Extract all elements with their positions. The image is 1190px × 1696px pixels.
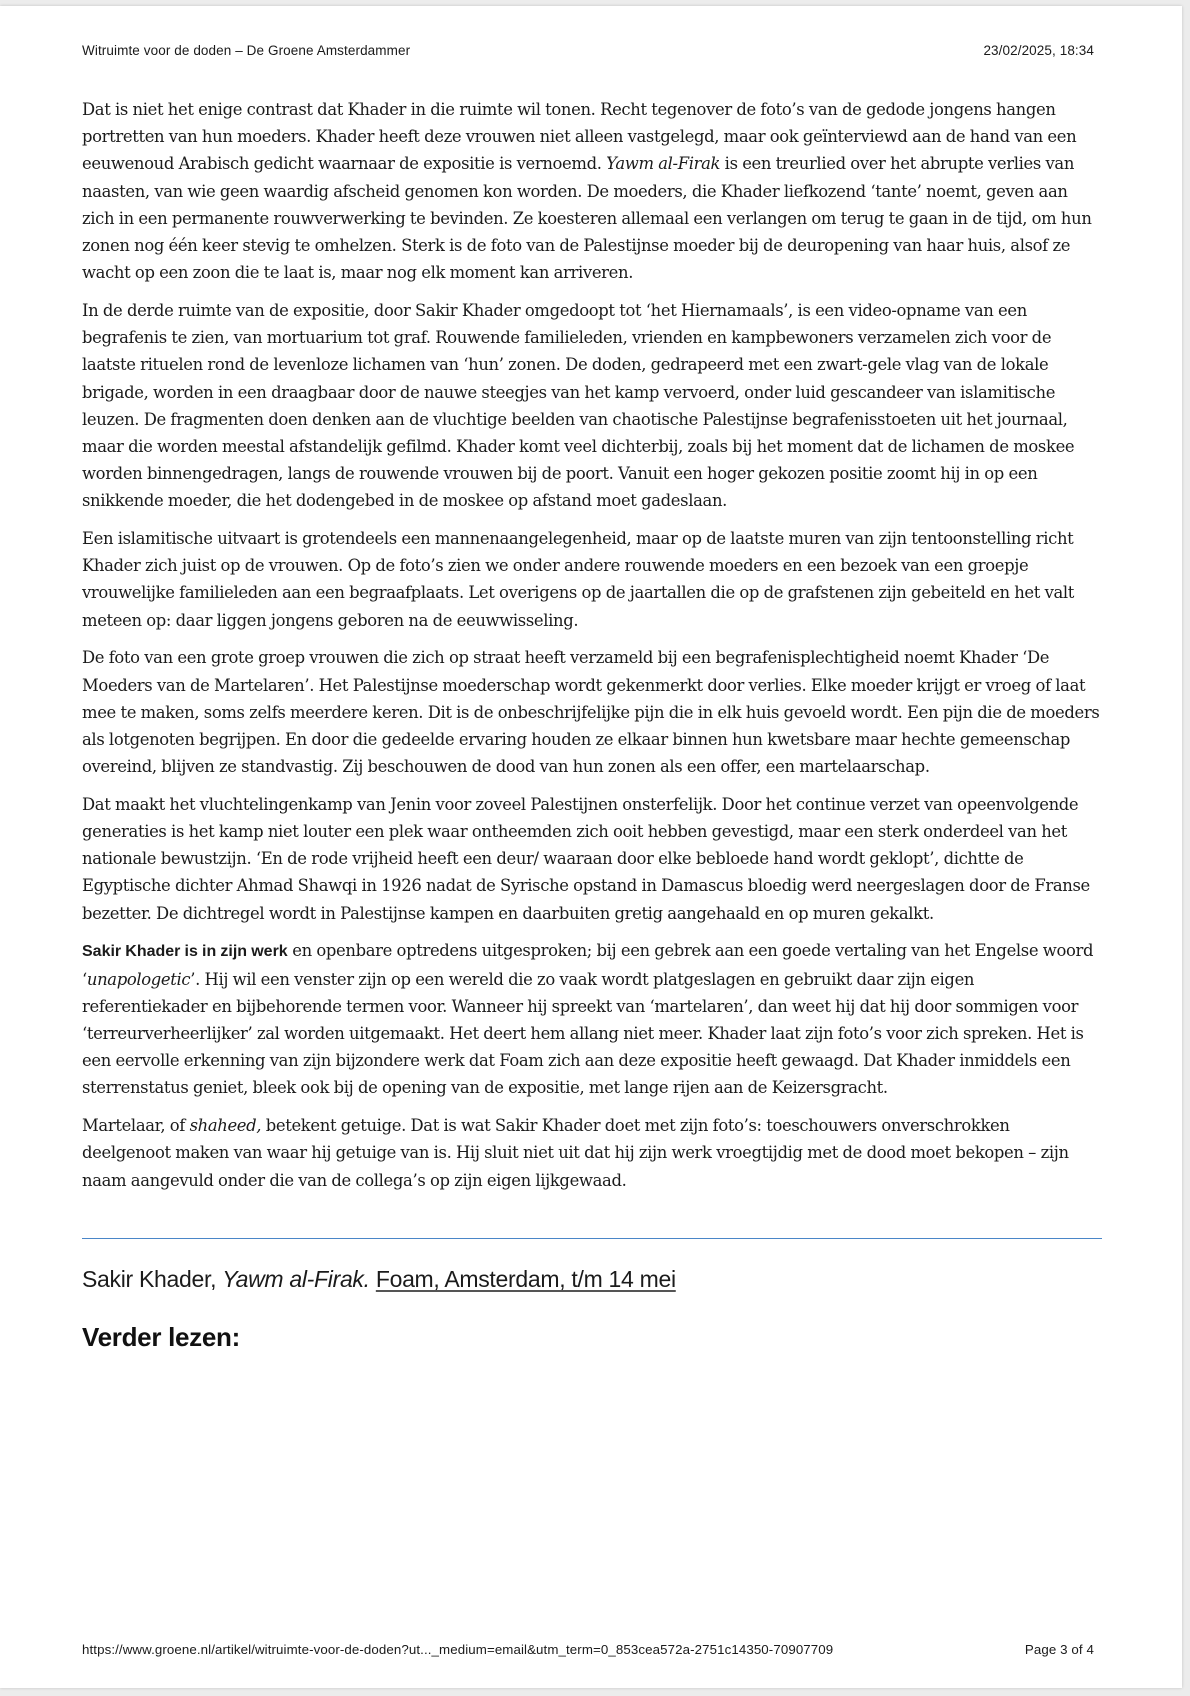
paragraph-3: Een islamitische uitvaart is grotendeels een mannenaangelegenheid, maar op de laatste muren van zijn tentoonstelling richt Khader zich juist op de vrouwen. Op de foto’s zien we onder andere rouwende moeders en een bezoek van een groepje vrouwelijke familieleden aan een begraafplaats. Let overigens op de jaartallen die op de grafstenen zijn gebeiteld en het valt meteen op: daar liggen jongens geboren na de eeuwwisseling. xyxy=(82,529,1075,630)
print-datetime: 23/02/2025, 18:34 xyxy=(983,43,1094,58)
print-header xyxy=(82,43,1094,58)
article-body xyxy=(82,96,1102,1204)
page-number: Page 3 of 4 xyxy=(1024,1642,1094,1657)
exhibition-credits xyxy=(82,1266,676,1293)
paragraph-4: De foto van een grote groep vrouwen die zich op straat heeft verzameld bij een begrafenisplechtigheid noemt Khader ‘De Moeders van de Martelaren’. Het Palestijnse moederschap wordt gekenmerkt door verlies. Elke moeder krijgt er vroeg of laat mee te maken, soms zelfs meerdere keren. Dit is de onbeschrijfelijke pijn die in elk huis gevoeld wordt. Een pijn die de moeders als lotgenoten begrijpen. En door die gedeelde ervaring houden ze elkaar binnen hun kwetsbare maar hechte gemeenschap overeind, blijven ze standvastig. Zij beschouwen de dood van hun zonen als een offer, een martelaarschap. xyxy=(82,648,1100,777)
section-divider xyxy=(82,1238,1102,1239)
print-footer xyxy=(82,1642,1094,1657)
exhibition-link[interactable]: Foam, Amsterdam, t/m 14 mei xyxy=(375,1266,676,1292)
paragraph-1: Dat is niet het enige contrast dat Khader in die ruimte wil tonen. Recht tegenover de foto’s van de gedode jongens hangen portretten van hun moeders. Khader heeft deze vrouwen niet alleen vastgelegd, maar ook geïnterviewd aan de hand van een eeuwenoud Arabisch gedicht waarnaar de expositie is vernoemd. Yawm al-Firak is een treurlied over het abrupte verlies van naasten, van wie geen waardig afscheid genomen kon worden. De moeders, die Khader liefkozend ‘tante’ noemt, geven aan zich in een permanente rouwverwerking te bevinden. Ze koesteren allemaal een verlangen om terug te gaan in de tijd, om hun zonen nog één keer stevig te omhelzen. Sterk is de foto van de Palestijnse moeder bij de deuropening van haar huis, alsof ze wacht op een zoon die te laat is, maar nog elk moment kan arriveren. xyxy=(82,100,1092,283)
bold-lead-in: Sakir Khader is in zijn werk xyxy=(82,943,288,961)
paragraph-6: Sakir Khader is in zijn werk en openbare optredens uitgesproken; bij een gebrek aan een goede vertaling van het Engelse woord ‘unapologetic’. Hij wil een venster zijn op een wereld die zo vaak wordt platgeslagen en gebruikt daar zijn eigen referentiekader en bijbehorende termen voor. Wanneer hij spreekt van ‘martelaren’, dan weet hij dat hij door sommigen voor ‘terreurverheerlijker’ zal worden uitgemaakt. Het deert hem allang niet meer. Khader laat zijn foto’s voor zich spreken. Het is een eervolle erkenning van zijn bijzondere werk dat Foam zich aan deze expositie heeft gewaagd. Dat Khader inmiddels een sterrenstatus geniet, bleek ook bij de opening van de expositie, met lange rijen aan de Keizersgracht. xyxy=(82,941,1094,1098)
credits-title: Yawm al-Firak. xyxy=(222,1266,370,1292)
paragraph-7: Martelaar, of shaheed, betekent getuige. Dat is wat Sakir Khader doet met zijn foto’s: toeschouwers onverschrokken deelgenoot maken van waar hij getuige van is. Hij sluit niet uit dat hij zijn werk vroegtijdig met de dood moet bekopen – zijn naam aangevuld onder die van de collega’s op zijn eigen lijkgewaad. xyxy=(82,1116,1069,1190)
exhibition-title: Yawm al-Firak xyxy=(606,154,721,174)
paragraph-2: In de derde ruimte van de expositie, door Sakir Khader omgedoopt tot ‘het Hiernamaals’, is een video-opname van een begrafenis te zien, van mortuarium tot graf. Rouwende familieleden, vrienden en kampbewoners verzamelen zich voor de laatste rituelen rond de levenloze lichamen van ‘hun’ zonen. De doden, gedrapeerd met een zwart-gele vlag van de lokale brigade, worden in een draagbaar door de nauwe steegjes van het kamp vervoerd, onder luid gescandeer van islamitische leuzen. De fragmenten doen denken aan de vluchtige beelden van chaotische Palestijnse begrafenisstoeten uit het journaal, maar die worden meestal afstandelijk gefilmd. Khader komt veel dichterbij, zoals bij het moment dat de lichamen de moskee worden binnengedragen, langs de rouwende vrouwen bij de poort. Vanuit een hoger gekozen positie zoomt hij in op een snikkende moeder, die het dodengebed in de moskee op afstand moet gadeslaan. xyxy=(82,300,1075,511)
credits-artist: Sakir Khader, xyxy=(82,1266,223,1292)
further-reading-heading: Verder lezen: xyxy=(82,1322,240,1352)
page-url: https://www.groene.nl/artikel/witruimte-voor-de-doden?ut..._medium=email&utm_term=0_853cea572a-2751c14350-70907709 xyxy=(82,1642,834,1657)
printed-page xyxy=(0,6,1182,1688)
paragraph-5: Dat maakt het vluchtelingenkamp van Jenin voor zoveel Palestijnen onsterfelijk. Door het continue verzet van opeenvolgende generaties is het kamp niet louter een plek waar ontheemden zich ooit hebben gevestigd, maar een sterk onderdeel van het nationale bewustzijn. ‘En de rode vrijheid heeft een deur/ waaraan door elke bebloede hand wordt geklopt’, dichtte de Egyptische dichter Ahmad Shawqi in 1926 nadat de Syrische opstand in Damascus bloedig werd neergeslagen door de Franse bezetter. De dichtregel wordt in Palestijnse kampen en daarbuiten gretig aangehaald en op muren gekalkt. xyxy=(82,794,1090,923)
italic-term: shaheed, xyxy=(189,1116,262,1136)
italic-term: unapologetic xyxy=(86,969,191,989)
document-title: Witruimte voor de doden – De Groene Amsterdammer xyxy=(82,43,411,58)
